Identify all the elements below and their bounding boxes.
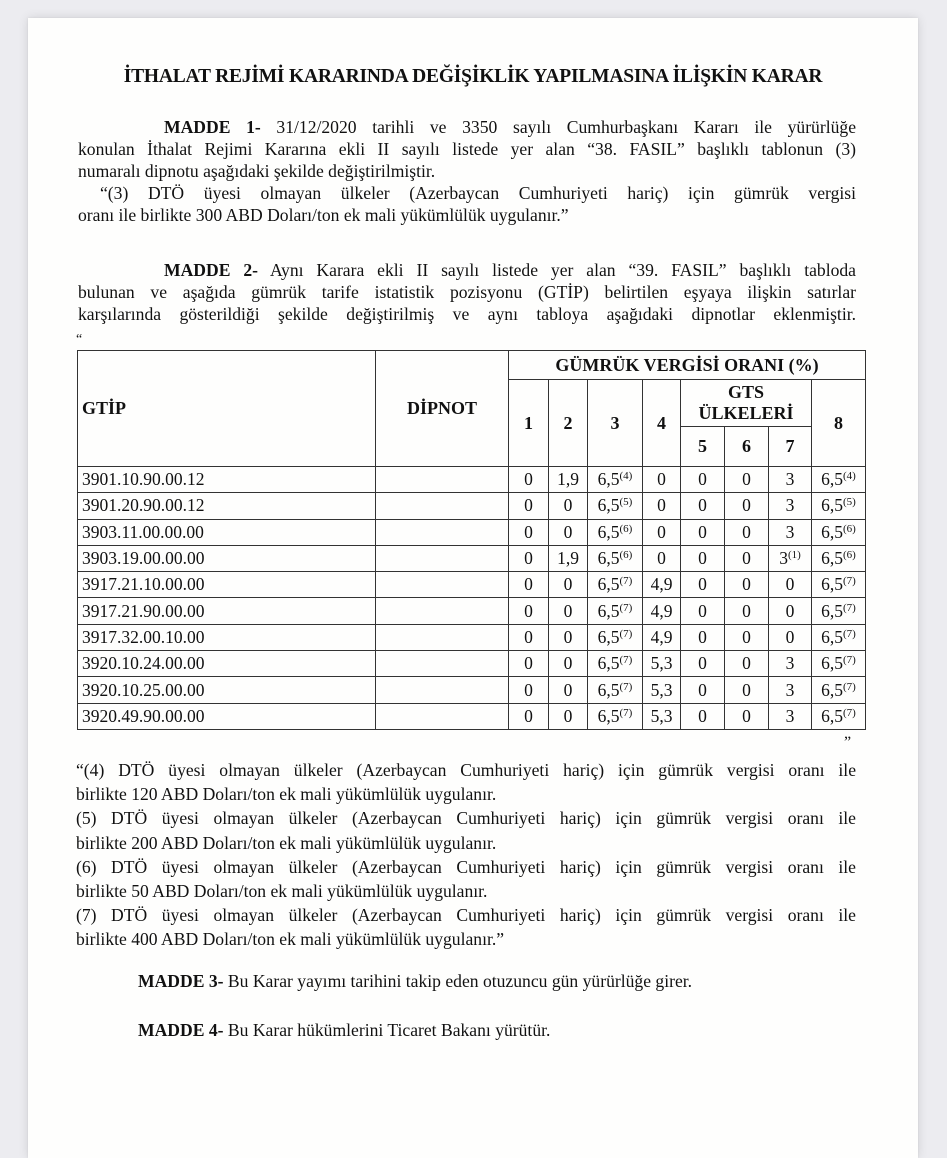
cell-c7: 3	[769, 651, 812, 677]
cell-c4: 5,3	[643, 651, 681, 677]
cell-dipnot	[376, 677, 509, 703]
cell-dipnot	[376, 703, 509, 729]
cell-c6: 0	[725, 624, 769, 650]
cell-dipnot	[376, 545, 509, 571]
cell-dipnot	[376, 519, 509, 545]
madde-4-text: Bu Karar hükümlerini Ticaret Bakanı yürütür.	[223, 1020, 551, 1040]
madde-2-line-3: karşılarında gösterildiği şekilde değiştirilmiş ve aynı tabloya aşağıdaki dipnotlar eklenmiştir.	[78, 304, 856, 324]
cell-c4: 0	[643, 545, 681, 571]
table-row	[78, 598, 866, 624]
madde-1-line-3: numaralı dipnotu aşağıdaki şekilde değiştirilmiştir.	[78, 161, 436, 181]
cell-c2: 0	[549, 651, 588, 677]
cell-c1: 0	[509, 545, 549, 571]
cell-c5: 0	[681, 545, 725, 571]
cell-c3: 6,5$^{(7)}$	[588, 651, 643, 677]
cell-dipnot	[376, 572, 509, 598]
cell-c1: 0	[509, 493, 549, 519]
cell-gtip: 3901.20.90.00.12	[78, 493, 376, 519]
header-col-6: 6	[725, 427, 769, 467]
cell-c3: 6,5$^{(6)}$	[588, 519, 643, 545]
cell-c8: 6,5$^{(7)}$	[812, 677, 866, 703]
cell-c2: 0	[549, 519, 588, 545]
header-col-1: 1	[509, 380, 549, 467]
table-row	[78, 545, 866, 571]
cell-c7: 3$^{(1)}$	[769, 545, 812, 571]
cell-c3: 6,5$^{(7)}$	[588, 703, 643, 729]
footnote-4-line-1: “(4) DTÖ üyesi olmayan ülkeler (Azerbaycan Cumhuriyeti hariç) için gümrük vergisi oranı ile	[76, 760, 856, 780]
madde-2	[78, 259, 856, 325]
cell-c4: 4,9	[643, 572, 681, 598]
cell-c5: 0	[681, 624, 725, 650]
footnote-4-line-2: birlikte 120 ABD Doları/ton ek mali yükümlülük uygulanır.	[76, 784, 497, 805]
cell-c2: 1,9	[549, 467, 588, 493]
footnote-7-line-2: birlikte 400 ABD Doları/ton ek mali yükümlülük uygulanır.”	[76, 929, 505, 950]
cell-c6: 0	[725, 467, 769, 493]
cell-gtip: 3901.10.90.00.12	[78, 467, 376, 493]
cell-c1: 0	[509, 624, 549, 650]
madde-2-line-1: MADDE 2- Aynı Karara ekli II sayılı listede yer alan “39. FASIL” başlıklı tabloda	[164, 260, 856, 280]
cell-c3: 6,5$^{(7)}$	[588, 677, 643, 703]
cell-c4: 4,9	[643, 598, 681, 624]
cell-c2: 1,9	[549, 545, 588, 571]
cell-gtip: 3920.49.90.00.00	[78, 703, 376, 729]
madde-3-label: MADDE 3-	[138, 971, 224, 991]
header-col-4: 4	[643, 380, 681, 467]
cell-c6: 0	[725, 519, 769, 545]
cell-c8: 6,5$^{(7)}$	[812, 651, 866, 677]
footnote-5-line-1: (5) DTÖ üyesi olmayan ülkeler (Azerbaycan Cumhuriyeti hariç) için gümrük vergisi oranı ile	[76, 808, 856, 829]
cell-c4: 0	[643, 519, 681, 545]
table-row	[78, 467, 866, 493]
madde-3-text: Bu Karar yayımı tarihini takip eden otuzuncu gün yürürlüğe girer.	[223, 971, 693, 991]
cell-c6: 0	[725, 677, 769, 703]
footnote-6-line-1: (6) DTÖ üyesi olmayan ülkeler (Azerbaycan Cumhuriyeti hariç) için gümrük vergisi oranı ile	[76, 856, 856, 877]
cell-c7: 3	[769, 493, 812, 519]
cell-c1: 0	[509, 467, 549, 493]
cell-c3: 6,5$^{(7)}$	[588, 572, 643, 598]
cell-c7: 0	[769, 572, 812, 598]
footnotes	[76, 758, 856, 952]
cell-c5: 0	[681, 677, 725, 703]
madde-4	[138, 1020, 550, 1041]
header-gts-ulkeleri: GTS ÜLKELERİ	[681, 380, 812, 427]
cell-c5: 0	[681, 572, 725, 598]
cell-c2: 0	[549, 703, 588, 729]
cell-c1: 0	[509, 519, 549, 545]
cell-c4: 0	[643, 467, 681, 493]
cell-c6: 0	[725, 703, 769, 729]
madde-4-label: MADDE 4-	[138, 1020, 224, 1040]
cell-gtip: 3917.32.00.10.00	[78, 624, 376, 650]
cell-c5: 0	[681, 598, 725, 624]
table-row	[78, 624, 866, 650]
cell-c1: 0	[509, 572, 549, 598]
madde-1-line-2: konulan İthalat Rejimi Kararına ekli II sayılı listede yer alan “38. FASIL” başlıklı tablonun (3)	[78, 139, 856, 159]
cell-c1: 0	[509, 598, 549, 624]
document-page	[28, 18, 918, 1158]
cell-dipnot	[376, 624, 509, 650]
cell-c7: 0	[769, 598, 812, 624]
cell-gtip: 3903.11.00.00.00	[78, 519, 376, 545]
cell-c7: 0	[769, 624, 812, 650]
cell-c3: 6,5$^{(4)}$	[588, 467, 643, 493]
cell-c1: 0	[509, 703, 549, 729]
table-open-quote: “	[76, 332, 83, 347]
cell-c8: 6,5$^{(5)}$	[812, 493, 866, 519]
cell-c4: 0	[643, 493, 681, 519]
footnote-7-line-1: (7) DTÖ üyesi olmayan ülkeler (Azerbaycan Cumhuriyeti hariç) için gümrük vergisi oranı ile	[76, 905, 856, 926]
header-dipnot: DİPNOT	[376, 351, 509, 467]
madde-2-line-2: bulunan ve aşağıda gümrük tarife istatistik pozisyonu (GTİP) belirtilen eşyaya ilişkin satırlar	[78, 282, 856, 302]
cell-c2: 0	[549, 598, 588, 624]
cell-c1: 0	[509, 677, 549, 703]
header-col-3: 3	[588, 380, 643, 467]
table-close-quote: ”	[844, 734, 852, 751]
cell-c1: 0	[509, 651, 549, 677]
cell-c2: 0	[549, 624, 588, 650]
cell-c5: 0	[681, 493, 725, 519]
cell-gtip: 3903.19.00.00.00	[78, 545, 376, 571]
table-row	[78, 703, 866, 729]
cell-c2: 0	[549, 572, 588, 598]
cell-c4: 5,3	[643, 703, 681, 729]
madde-1	[78, 116, 856, 226]
header-col-5: 5	[681, 427, 725, 467]
cell-c8: 6,5$^{(6)}$	[812, 519, 866, 545]
cell-c2: 0	[549, 677, 588, 703]
footnote-5-line-2: birlikte 200 ABD Doları/ton ek mali yükümlülük uygulanır.	[76, 832, 497, 853]
cell-c4: 5,3	[643, 677, 681, 703]
cell-c5: 0	[681, 703, 725, 729]
cell-c7: 3	[769, 703, 812, 729]
table-row	[78, 519, 866, 545]
cell-c5: 0	[681, 651, 725, 677]
header-gumruk-vergisi-orani: GÜMRÜK VERGİSİ ORANI (%)	[509, 351, 866, 380]
cell-gtip: 3920.10.24.00.00	[78, 651, 376, 677]
cell-dipnot	[376, 651, 509, 677]
header-gtip: GTİP	[78, 351, 376, 467]
cell-c2: 0	[549, 493, 588, 519]
table-row	[78, 677, 866, 703]
madde-1-quote-line-1: “(3) DTÖ üyesi olmayan ülkeler (Azerbaycan Cumhuriyeti hariç) için gümrük vergisi	[100, 183, 856, 203]
cell-gtip: 3917.21.90.00.00	[78, 598, 376, 624]
header-col-2: 2	[549, 380, 588, 467]
cell-c6: 0	[725, 572, 769, 598]
madde-2-label: MADDE 2-	[164, 260, 259, 280]
cell-c8: 6,5$^{(7)}$	[812, 572, 866, 598]
cell-dipnot	[376, 493, 509, 519]
cell-c5: 0	[681, 467, 725, 493]
tariff-table	[77, 350, 866, 730]
cell-c6: 0	[725, 545, 769, 571]
cell-c6: 0	[725, 493, 769, 519]
cell-c8: 6,5$^{(4)}$	[812, 467, 866, 493]
cell-c3: 6,5$^{(7)}$	[588, 598, 643, 624]
cell-gtip: 3917.21.10.00.00	[78, 572, 376, 598]
cell-c3: 6,5$^{(5)}$	[588, 493, 643, 519]
cell-c7: 3	[769, 677, 812, 703]
cell-gtip: 3920.10.25.00.00	[78, 677, 376, 703]
table-row	[78, 493, 866, 519]
madde-1-line-1: MADDE 1- 31/12/2020 tarihli ve 3350 sayılı Cumhurbaşkanı Kararı ile yürürlüğe	[164, 117, 857, 137]
table-row	[78, 572, 866, 598]
cell-c7: 3	[769, 519, 812, 545]
cell-c8: 6,5$^{(7)}$	[812, 598, 866, 624]
cell-c8: 6,5$^{(7)}$	[812, 624, 866, 650]
table-row	[78, 651, 866, 677]
header-col-8: 8	[812, 380, 866, 467]
header-col-7: 7	[769, 427, 812, 467]
madde-1-label: MADDE 1-	[164, 117, 261, 137]
cell-c6: 0	[725, 651, 769, 677]
cell-dipnot	[376, 598, 509, 624]
cell-c4: 4,9	[643, 624, 681, 650]
madde-1-quote-line-2: oranı ile birlikte 300 ABD Doları/ton ek mali yükümlülük uygulanır.”	[78, 205, 569, 225]
cell-c6: 0	[725, 598, 769, 624]
cell-c5: 0	[681, 519, 725, 545]
cell-c7: 3	[769, 467, 812, 493]
cell-dipnot	[376, 467, 509, 493]
cell-c8: 6,5$^{(6)}$	[812, 545, 866, 571]
cell-c3: 6,5$^{(7)}$	[588, 624, 643, 650]
cell-c3: 6,5$^{(6)}$	[588, 545, 643, 571]
footnote-6-line-2: birlikte 50 ABD Doları/ton ek mali yükümlülük uygulanır.	[76, 881, 488, 902]
madde-3	[138, 971, 692, 992]
cell-c8: 6,5$^{(7)}$	[812, 703, 866, 729]
document-title: İTHALAT REJİMİ KARARINDA DEĞİŞİKLİK YAPILMASINA İLİŞKİN KARAR	[123, 66, 823, 87]
